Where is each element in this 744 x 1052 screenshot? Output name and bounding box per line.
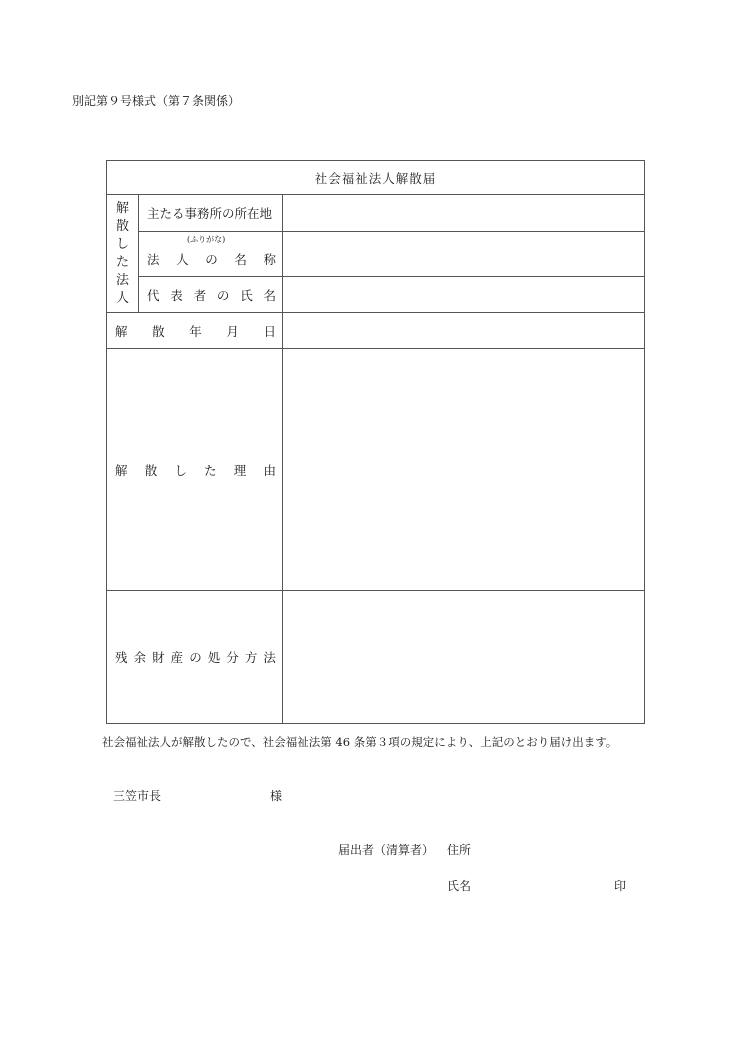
representative-name-field[interactable] [283, 277, 645, 313]
office-location-label: 主たる事務所の所在地 [139, 195, 283, 232]
dissolution-reason-label: 解 散 し た 理 由 [107, 349, 283, 591]
corporation-name-label: (ふりがな) 法 人 の 名 称 [139, 232, 283, 277]
residual-assets-field[interactable] [283, 591, 645, 724]
dissolution-reason-field[interactable] [283, 349, 645, 591]
dissolution-date-label: 解 散 年 月 日 [107, 313, 283, 349]
dissolution-form-table [106, 160, 645, 724]
submitter-name-label: 氏名 [447, 879, 472, 893]
dissolved-corporation-label: 解 散 し た 法 人 [107, 195, 139, 313]
representative-name-label: 代 表 者 の 氏 名 [139, 277, 283, 313]
seal-mark: 印 [614, 879, 627, 893]
addressee-name: 三笠市長 [113, 789, 162, 803]
form-title: 社会福祉法人解散届 [107, 161, 645, 195]
furigana-label: (ふりがな) [187, 235, 226, 244]
dissolution-date-field[interactable] [283, 313, 645, 349]
residual-assets-label: 残 余 財 産 の 処 分 方 法 [107, 591, 283, 724]
declaration-statement: 社会福祉法人が解散したので、社会福祉法第 46 条第３項の規定により、上記のとおり届け出ます。 [102, 735, 618, 749]
office-location-field[interactable] [283, 195, 645, 232]
submitter-label: 届出者（清算者） [338, 843, 435, 857]
submitter-address-label: 住所 [447, 843, 472, 857]
addressee-honorific: 様 [270, 789, 283, 803]
corporation-name-field[interactable] [283, 232, 645, 277]
form-number: 別記第９号様式（第７条関係） [72, 94, 241, 108]
